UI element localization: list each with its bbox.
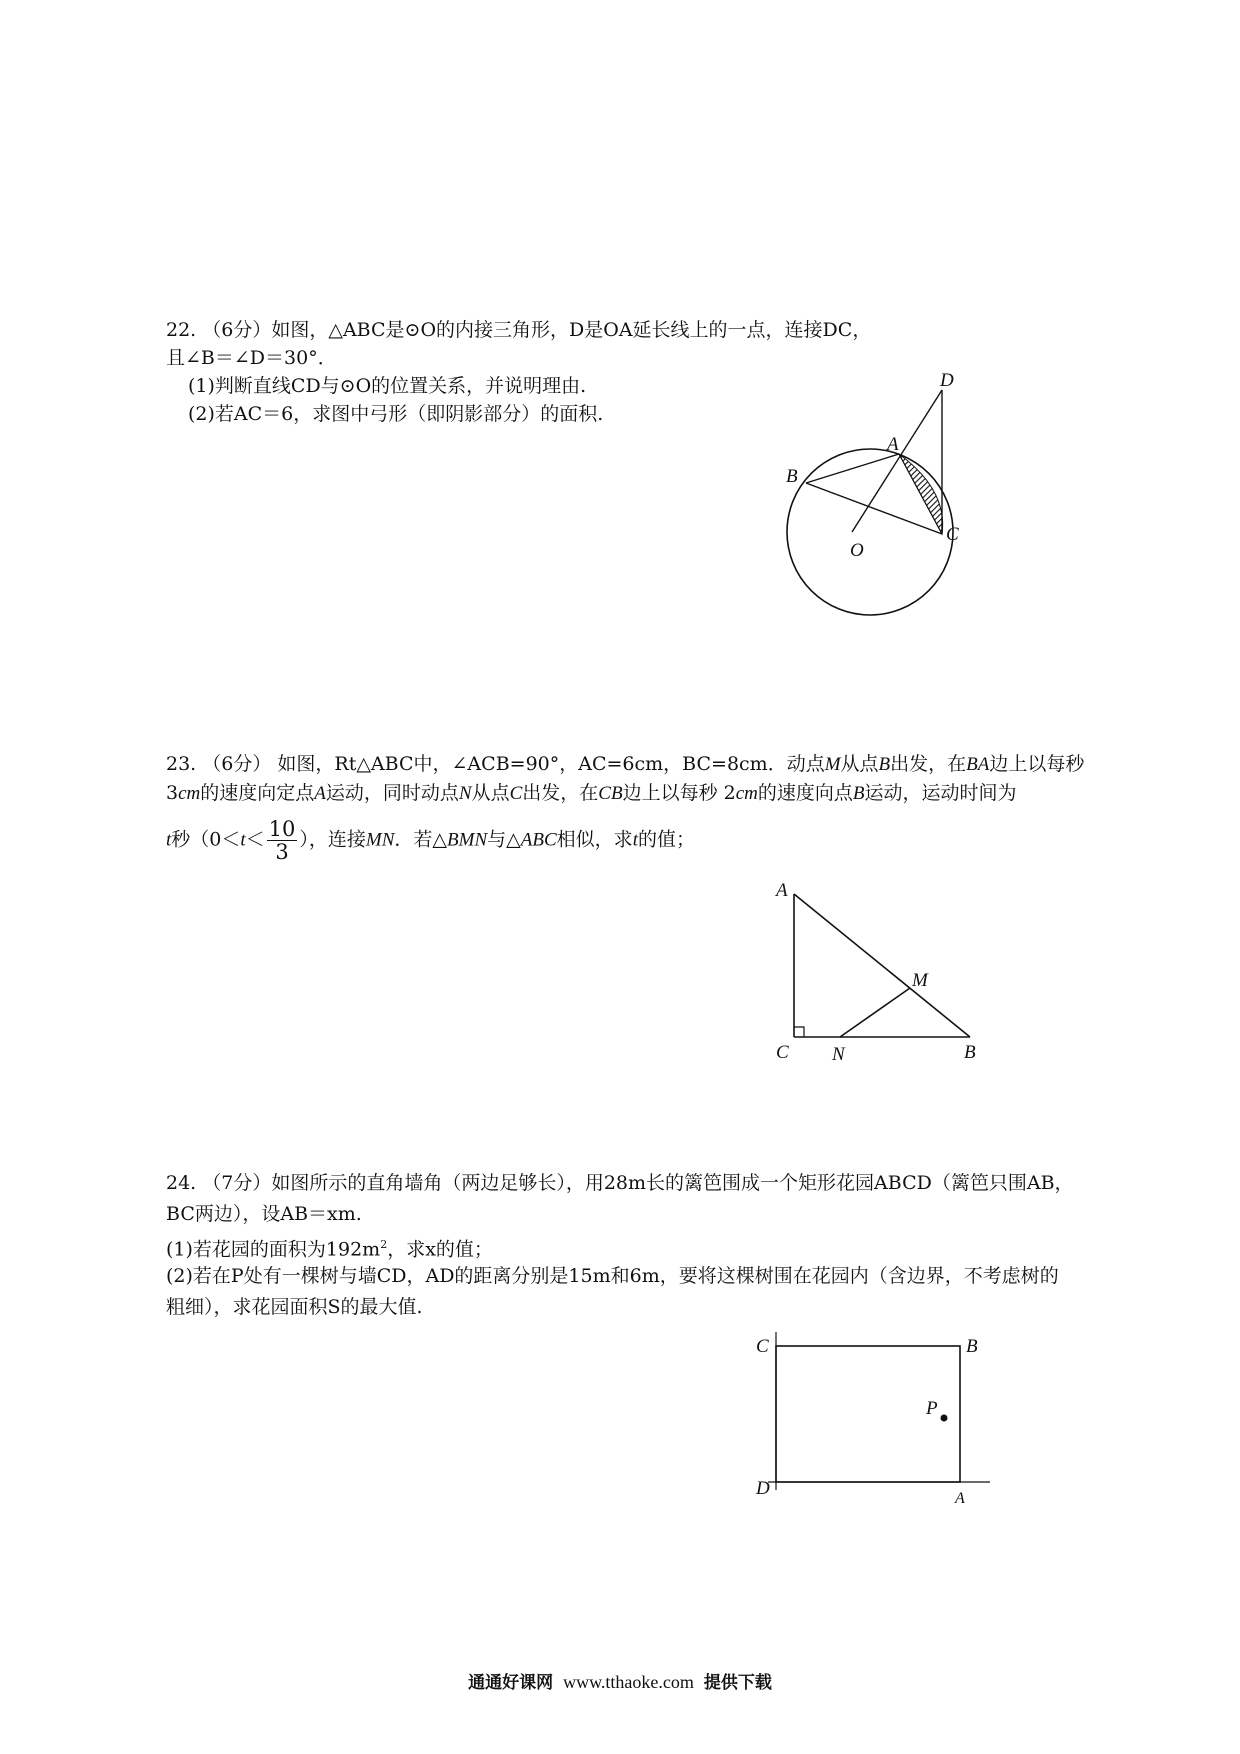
label-c: C <box>776 1042 789 1063</box>
label-d: D <box>756 1478 770 1499</box>
label-a: A <box>955 1490 965 1507</box>
q23-line2: 3cm的速度向定点A运动，同时动点N从点C出发，在CB边上以每秒 2cm的速度向点B运动，运动时间为 <box>166 782 1017 804</box>
q23-figure <box>770 870 990 1070</box>
circle-o <box>787 449 953 615</box>
q23-line1: 23. （6分） 如图，Rt△ABC中，∠ACB=90°，AC=6cm，BC=8cm．动点M从点B出发，在BA边上以每秒 <box>166 753 1085 775</box>
label-a: A <box>776 880 788 901</box>
tree-p <box>941 1415 948 1422</box>
label-c: C <box>946 524 959 545</box>
label-c: C <box>756 1336 769 1357</box>
q22-line2: 且∠B＝∠D＝30°． <box>166 347 337 369</box>
segment-mn <box>840 988 910 1037</box>
label-d: D <box>940 370 954 391</box>
label-b: B <box>966 1336 978 1357</box>
line-od <box>852 390 942 532</box>
q23-line3: t秒（0＜t＜ $\frac{10}{3}$ ），连接MN．若△BMN与△ABC相似，求t的值； <box>166 817 695 864</box>
q22-sub1: (1)判断直线CD与⊙O的位置关系，并说明理由. <box>188 375 587 397</box>
q24-sub2-line1: (2)若在P处有一棵树与墙CD，AD的距离分别是15m和6m，要将这棵树围在花园内（含边界，不考虑树的 <box>166 1265 1059 1287</box>
q24-line2: BC两边），设AB＝xm. <box>166 1203 362 1225</box>
q24-sub2-line2: 粗细），求花园面积S的最大值. <box>166 1296 423 1318</box>
q24-line1: 24. （7分）如图所示的直角墙角（两边足够长），用28m长的篱笆围成一个矩形花园ABCD（篱笆只围AB， <box>166 1172 1074 1194</box>
label-b: B <box>964 1042 976 1063</box>
footer-url[interactable]: www.tthaoke.com <box>563 1672 694 1692</box>
side-ab <box>794 894 970 1037</box>
q22-figure <box>780 365 980 620</box>
label-o: O <box>850 540 864 561</box>
right-angle-mark <box>794 1027 804 1037</box>
label-p: P <box>926 1398 938 1419</box>
label-m: M <box>912 970 928 991</box>
footer: 通通好课网 www.tthaoke.com 提供下载 <box>468 1672 772 1693</box>
q24-sub1: (1)若花园的面积为$192m^2$，求x的值； <box>166 1238 493 1261</box>
q22-line1: 22. （6分）如图，△ABC是⊙O的内接三角形，D是OA延长线上的一点，连接DC， <box>166 319 872 341</box>
fraction-10-3: $\frac{10}{3}$ <box>268 817 296 864</box>
label-a: A <box>887 434 899 455</box>
label-b: B <box>786 466 798 487</box>
q22-sub2: (2)若AC＝6，求图中弓形（即阴影部分）的面积. <box>188 403 604 425</box>
q24-figure <box>750 1325 1010 1510</box>
label-n: N <box>832 1044 845 1065</box>
